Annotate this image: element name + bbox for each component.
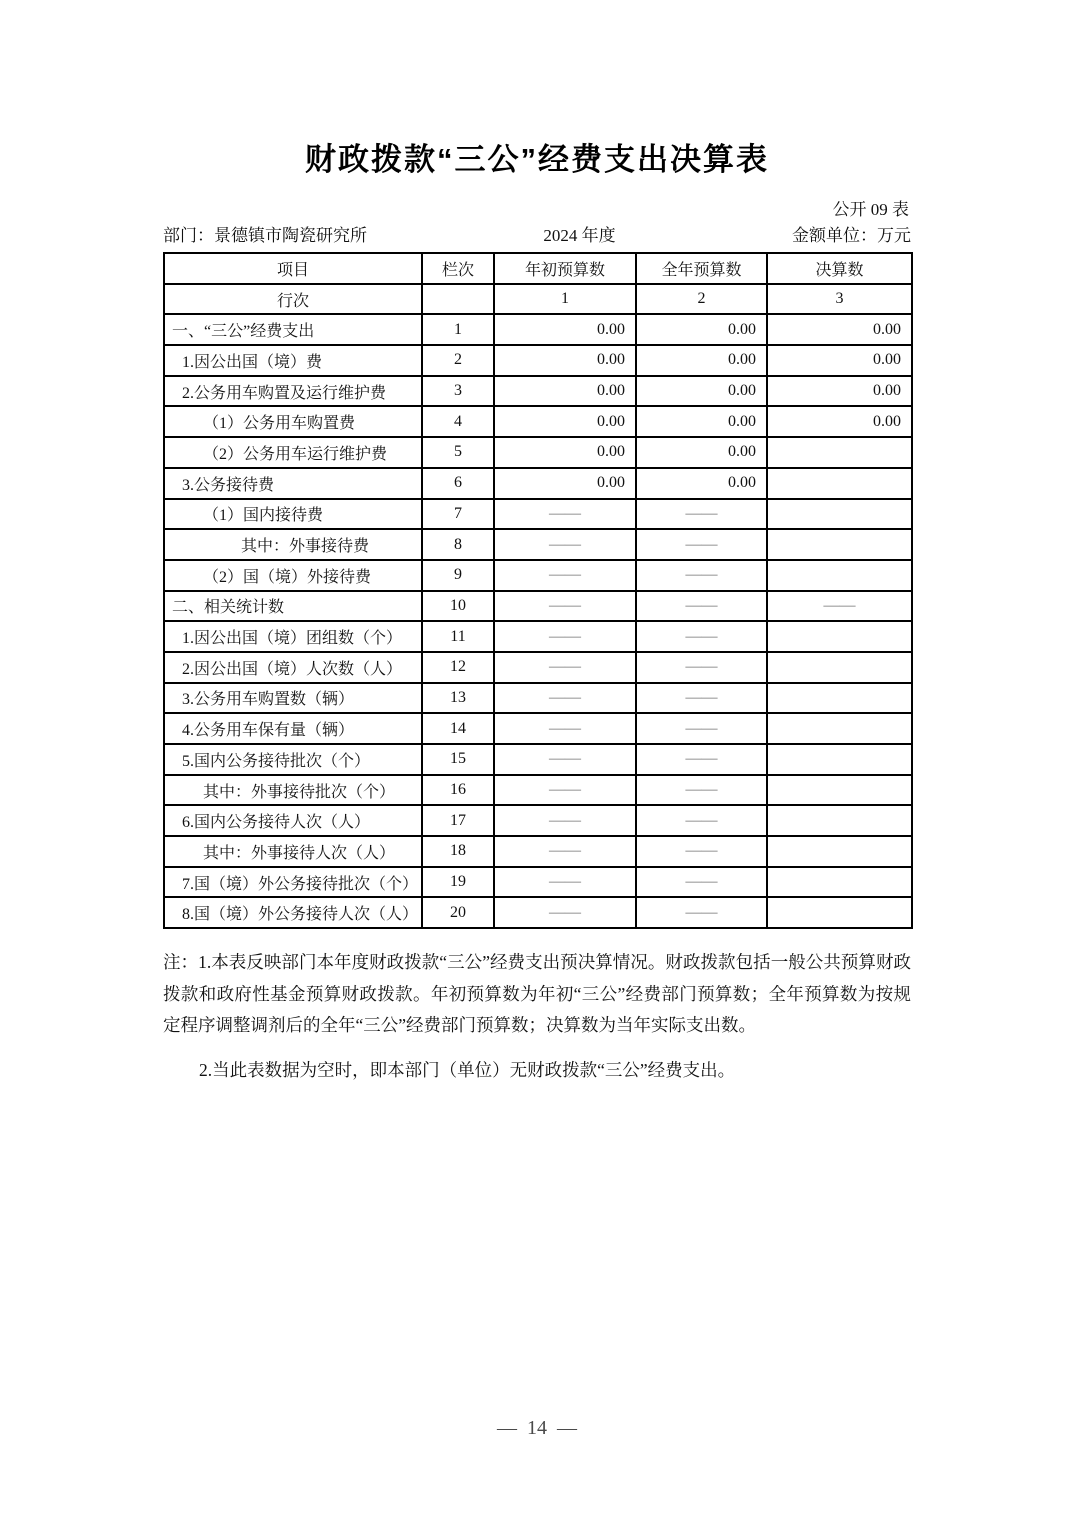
cell-final-account [767, 437, 912, 468]
row-item-label: 8.国（境）外公务接待人次（人） [164, 897, 422, 928]
row-line-number: 4 [422, 406, 494, 437]
row-item-label: （2）国（境）外接待费 [164, 560, 422, 591]
cell-annual-budget: —— [636, 897, 767, 928]
cell-initial-budget: —— [494, 652, 636, 683]
footnote-2: 2.当此表数据为空时，即本部门（单位）无财政拨款“三公”经费支出。 [199, 1059, 736, 1080]
statement-table-body [164, 253, 912, 928]
cell-annual-budget: 0.00 [636, 314, 767, 345]
row-line-number: 18 [422, 836, 494, 867]
cell-final-account: 0.00 [767, 314, 912, 345]
cell-annual-budget: —— [636, 652, 767, 683]
cell-final-account [767, 897, 912, 928]
subheader-col-2: 2 [636, 284, 767, 315]
row-line-number: 11 [422, 621, 494, 652]
cell-final-account [767, 836, 912, 867]
subheader-col-1: 1 [494, 284, 636, 315]
row-item-label: 7.国（境）外公务接待批次（个） [164, 867, 422, 898]
row-item-label: 2.公务用车购置及运行维护费 [164, 376, 422, 407]
header-item: 项目 [164, 253, 422, 284]
row-line-number: 19 [422, 867, 494, 898]
row-line-number: 16 [422, 775, 494, 806]
department-label: 部门：景德镇市陶瓷研究所 [163, 226, 367, 245]
cell-initial-budget: 0.00 [494, 376, 636, 407]
cell-annual-budget: 0.00 [636, 468, 767, 499]
row-line-number: 9 [422, 560, 494, 591]
row-item-label: 4.公务用车保有量（辆） [164, 713, 422, 744]
cell-final-account [767, 468, 912, 499]
row-line-number: 1 [422, 314, 494, 345]
amount-unit-label: 金额单位：万元 [792, 226, 911, 245]
statement-table [163, 252, 913, 929]
row-line-number: 13 [422, 683, 494, 714]
cell-final-account [767, 560, 912, 591]
cell-initial-budget: —— [494, 529, 636, 560]
row-item-label: 其中：外事接待批次（个） [164, 775, 422, 806]
row-item-label: 1.因公出国（境）费 [164, 345, 422, 376]
cell-final-account [767, 744, 912, 775]
row-item-label: （2）公务用车运行维护费 [164, 437, 422, 468]
table-row [164, 468, 912, 499]
cell-initial-budget: 0.00 [494, 345, 636, 376]
cell-annual-budget: 0.00 [636, 376, 767, 407]
cell-annual-budget: —— [636, 683, 767, 714]
row-item-label: 其中：外事接待费 [164, 529, 422, 560]
cell-initial-budget: —— [494, 713, 636, 744]
subheader-empty-cell [422, 284, 494, 315]
cell-annual-budget: 0.00 [636, 437, 767, 468]
page-title: 财政拨款“三公”经费支出决算表 [305, 142, 769, 177]
cell-final-account [767, 529, 912, 560]
table-row [164, 591, 912, 622]
table-row [164, 406, 912, 437]
cell-initial-budget: 0.00 [494, 468, 636, 499]
cell-final-account: —— [767, 591, 912, 622]
row-line-number: 7 [422, 499, 494, 530]
row-line-number: 15 [422, 744, 494, 775]
document-content [163, 195, 911, 1086]
table-row [164, 805, 912, 836]
table-row [164, 897, 912, 928]
footnote-1: 注：1.本表反映部门本年度财政拨款“三公”经费支出预决算情况。财政拨款包括一般公共预算财政拨款和政府性基金预算财政拨款。年初预算数为年初“三公”经费部门预算数；全年预算数为按规定程序调整调剂后的全年“三公”经费部门预算数；决算数为当年实际支出数。 [163, 952, 911, 1036]
header-row [164, 253, 912, 284]
cell-final-account [767, 805, 912, 836]
cell-annual-budget: —— [636, 560, 767, 591]
row-item-label: 3.公务接待费 [164, 468, 422, 499]
row-line-number: 10 [422, 591, 494, 622]
row-item-label: 5.国内公务接待批次（个） [164, 744, 422, 775]
table-row [164, 744, 912, 775]
row-item-label: （1）公务用车购置费 [164, 406, 422, 437]
cell-annual-budget: 0.00 [636, 345, 767, 376]
row-line-number: 14 [422, 713, 494, 744]
page-number: — 14 — [497, 1417, 577, 1439]
row-line-number: 2 [422, 345, 494, 376]
cell-initial-budget: —— [494, 591, 636, 622]
table-row [164, 775, 912, 806]
table-row [164, 499, 912, 530]
subheader-line-label: 行次 [164, 284, 422, 315]
table-row [164, 314, 912, 345]
cell-final-account [767, 621, 912, 652]
cell-annual-budget: —— [636, 529, 767, 560]
cell-annual-budget: —— [636, 713, 767, 744]
row-item-label: （1）国内接待费 [164, 499, 422, 530]
cell-final-account [767, 499, 912, 530]
cell-annual-budget: —— [636, 621, 767, 652]
header-annual-budget: 全年预算数 [636, 253, 767, 284]
cell-initial-budget: —— [494, 775, 636, 806]
cell-initial-budget: —— [494, 621, 636, 652]
cell-initial-budget: —— [494, 560, 636, 591]
cell-initial-budget: —— [494, 867, 636, 898]
table-code: 公开 09 表 [832, 200, 909, 219]
table-row [164, 652, 912, 683]
table-row [164, 713, 912, 744]
cell-initial-budget: 0.00 [494, 314, 636, 345]
row-line-number: 5 [422, 437, 494, 468]
table-row [164, 376, 912, 407]
table-row [164, 529, 912, 560]
cell-initial-budget: 0.00 [494, 437, 636, 468]
meta-line [163, 224, 911, 248]
cell-final-account: 0.00 [767, 345, 912, 376]
row-item-label: 二、相关统计数 [164, 591, 422, 622]
cell-annual-budget: 0.00 [636, 406, 767, 437]
cell-initial-budget: —— [494, 744, 636, 775]
row-item-label: 1.因公出国（境）团组数（个） [164, 621, 422, 652]
table-row [164, 437, 912, 468]
cell-annual-budget: —— [636, 499, 767, 530]
cell-final-account: 0.00 [767, 406, 912, 437]
row-item-label: 一、“三公”经费支出 [164, 314, 422, 345]
cell-final-account [767, 652, 912, 683]
row-item-label: 2.因公出国（境）人次数（人） [164, 652, 422, 683]
cell-final-account [767, 713, 912, 744]
table-row [164, 560, 912, 591]
cell-initial-budget: —— [494, 499, 636, 530]
cell-final-account [767, 867, 912, 898]
row-line-number: 6 [422, 468, 494, 499]
cell-annual-budget: —— [636, 836, 767, 867]
fiscal-year-label: 2024 年度 [543, 226, 616, 245]
cell-final-account: 0.00 [767, 376, 912, 407]
cell-initial-budget: —— [494, 683, 636, 714]
row-line-number: 3 [422, 376, 494, 407]
cell-final-account [767, 683, 912, 714]
row-line-number: 20 [422, 897, 494, 928]
row-line-number: 17 [422, 805, 494, 836]
cell-initial-budget: —— [494, 897, 636, 928]
header-final-account: 决算数 [767, 253, 912, 284]
row-item-label: 其中：外事接待人次（人） [164, 836, 422, 867]
cell-final-account [767, 775, 912, 806]
cell-initial-budget: —— [494, 805, 636, 836]
table-row [164, 621, 912, 652]
header-initial-budget: 年初预算数 [494, 253, 636, 284]
row-line-number: 12 [422, 652, 494, 683]
table-row [164, 836, 912, 867]
table-row [164, 683, 912, 714]
cell-annual-budget: —— [636, 744, 767, 775]
cell-annual-budget: —— [636, 805, 767, 836]
cell-initial-budget: 0.00 [494, 406, 636, 437]
row-item-label: 3.公务用车购置数（辆） [164, 683, 422, 714]
subheader-col-3: 3 [767, 284, 912, 315]
table-row [164, 867, 912, 898]
cell-annual-budget: —— [636, 591, 767, 622]
table-row [164, 345, 912, 376]
footnotes [163, 947, 911, 1086]
row-item-label: 6.国内公务接待人次（人） [164, 805, 422, 836]
header-column-no: 栏次 [422, 253, 494, 284]
cell-annual-budget: —— [636, 867, 767, 898]
row-line-number: 8 [422, 529, 494, 560]
cell-annual-budget: —— [636, 775, 767, 806]
subheader-row [164, 284, 912, 315]
cell-initial-budget: —— [494, 836, 636, 867]
